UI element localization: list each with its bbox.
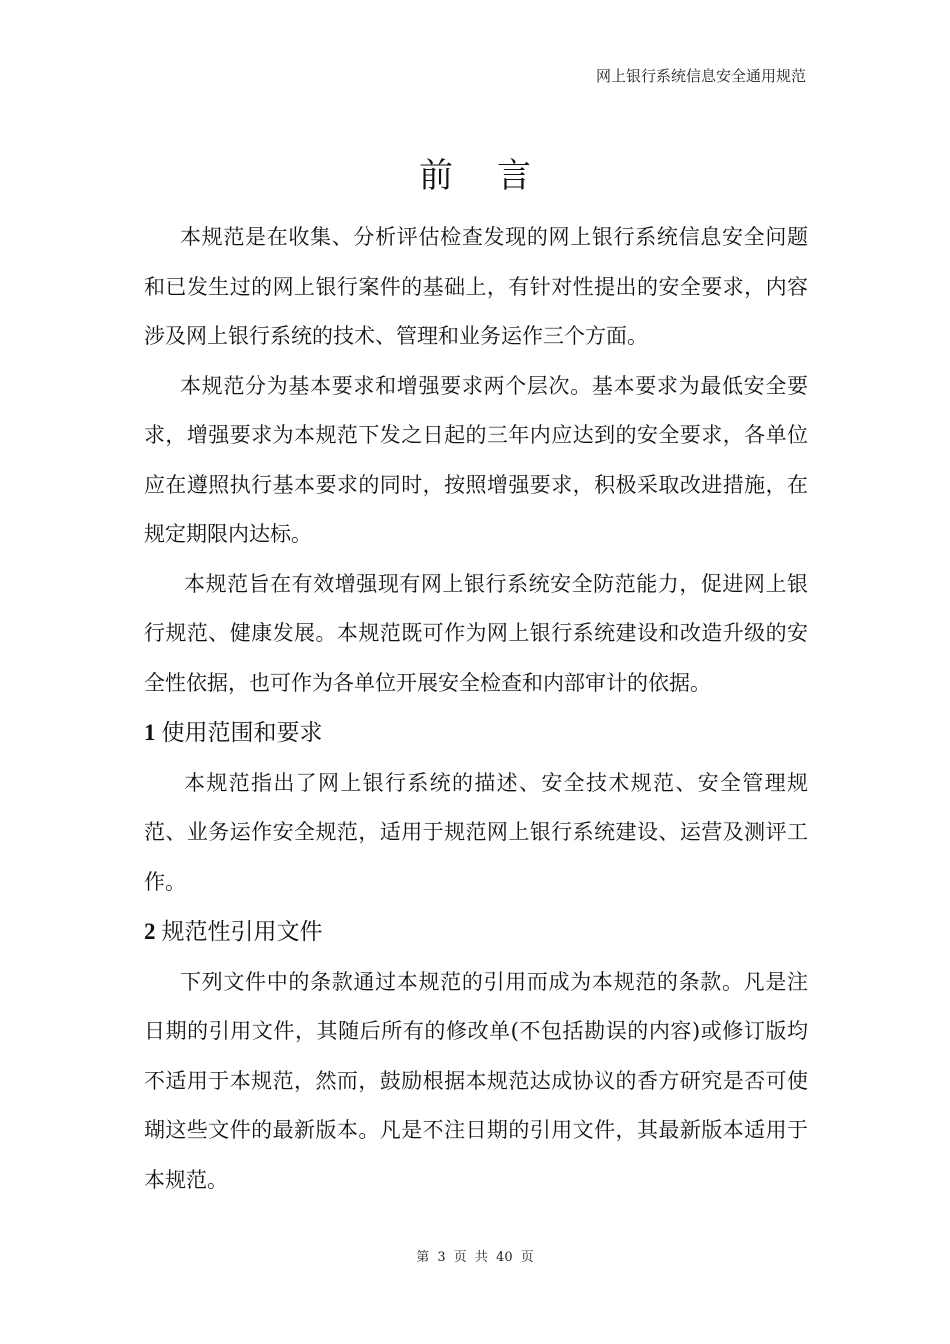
document-body (144, 213, 808, 1205)
preface-paragraph-1: 本规范是在收集、分析评估检查发现的网上银行系统信息安全问题和已发生过的网上银行案件的基础上，有针对性提出的安全要求，内容涉及网上银行系统的技术、管理和业务运作三个方面。 (144, 225, 808, 348)
section-number: 1 (144, 720, 156, 745)
section-2-paragraph: 下列文件中的条款通过本规范的引用而成为本规范的条款。凡是注日期的引用文件，其随后所有的修改单(不包括勘误的内容)或修订版均不适用于本规范，然而，鼓励根据本规范达成协议的香方研究是否可使瑚这些文件的最新版本。凡是不注日期的引用文件，其最新版本适用于本规范。 (144, 969, 808, 1192)
preface-paragraph-2: 本规范分为基本要求和增强要求两个层次。基本要求为最低安全要求，增强要求为本规范下发之日起的三年内应达到的安全要求，各单位应在遵照执行基本要求的同时，按照增强要求，积极采取改进措施，在规定期限内达标。 (144, 373, 808, 546)
section-heading-2 (144, 907, 808, 958)
page-footer: 第 3 页 共 40 页 (416, 1250, 534, 1265)
section-title: 规范性引用文件 (161, 919, 323, 945)
running-header: 网上银行系统信息安全通用规范 (595, 67, 806, 85)
section-title: 使用范围和要求 (161, 720, 323, 746)
section-heading-1 (144, 708, 808, 759)
preface-paragraph-3: 本规范旨在有效增强现有网上银行系统安全防范能力，促进网上银行规范、健康发展。本规范既可作为网上银行系统建设和改造升级的安全性依据，也可作为各单位开展安全检查和内部审计的依据。 (144, 571, 808, 695)
page-title: 前言 (419, 156, 575, 196)
section-number: 2 (144, 919, 156, 944)
section-1-paragraph: 本规范指出了网上银行系统的描述、安全技术规范、安全管理规范、业务运作安全规范，适用于规范网上银行系统建设、运营及测评工作。 (144, 770, 808, 894)
